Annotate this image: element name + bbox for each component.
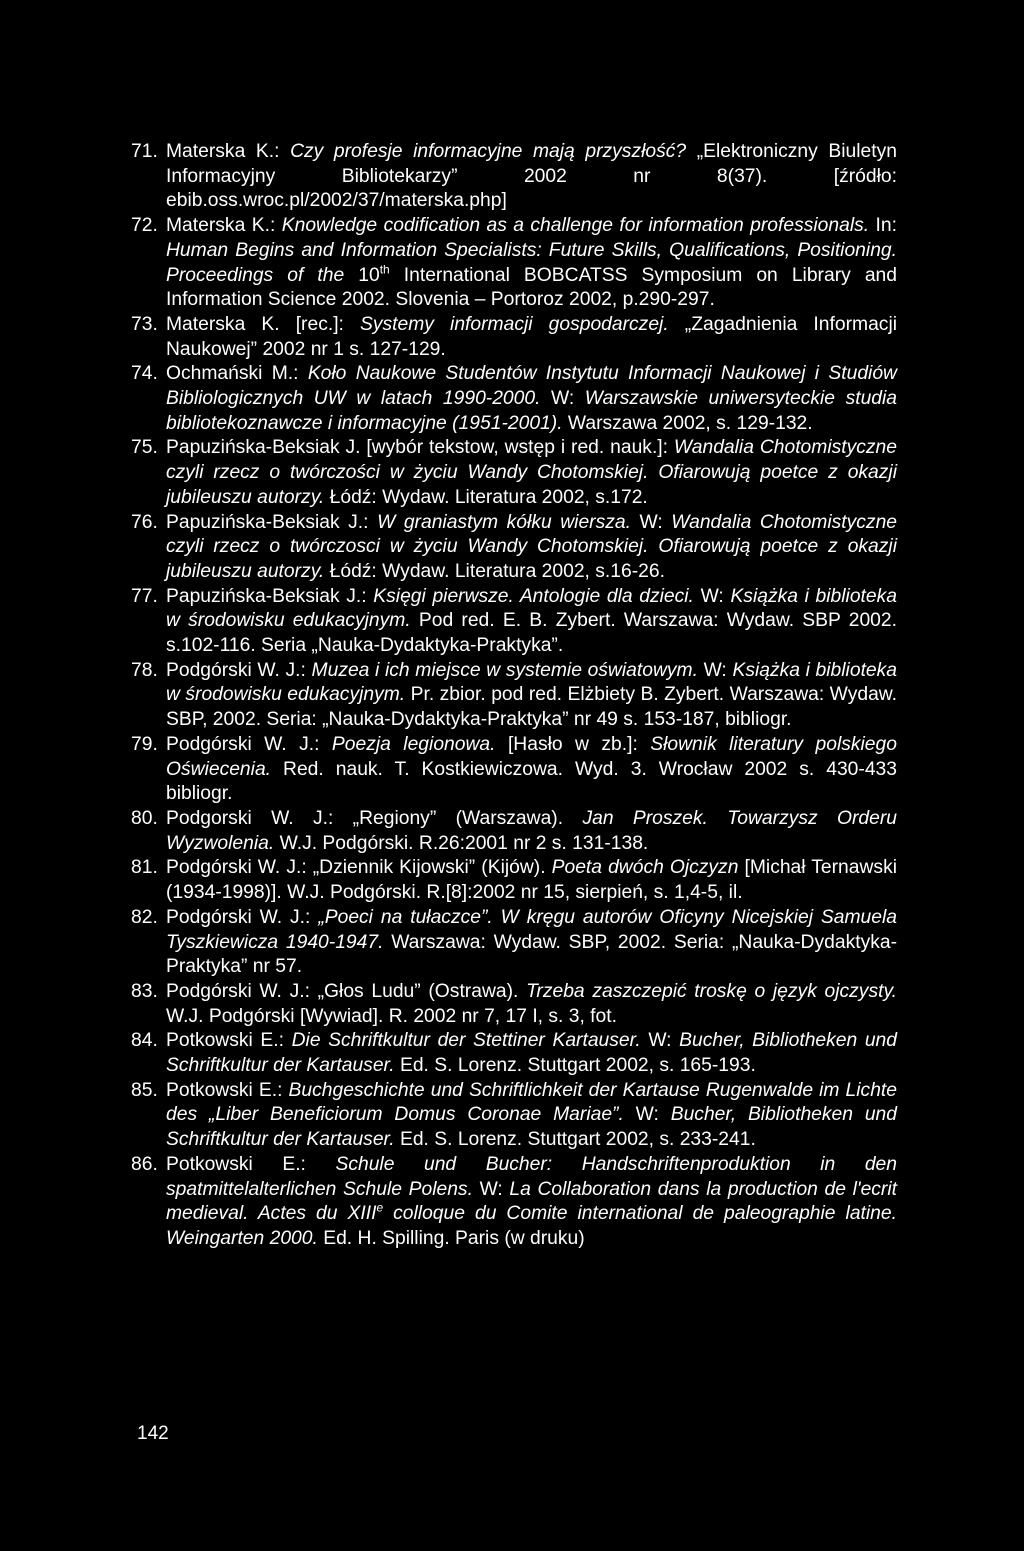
citation-text: W: [540,388,585,410]
citation-text: Potkowski E.: [166,1030,292,1052]
italic-title-text: Poezja legionowa. [331,733,496,755]
entry-number: 83. [131,980,158,1002]
citation-text: W: [630,511,672,533]
italic-title-text: colloque du Comite international de paleographie latine. Weingarten 2000. [166,1203,897,1249]
entry-number: 75. [131,437,158,459]
superscript-text: th [379,262,390,277]
citation-text: „Elektroniczny Biuletyn Informacyjny Bibliotekarzy” 2002 nr 8(37). [źródło: ebib.oss.wroc.pl/2002/37/materska.php] [166,141,897,212]
citation-text: Ed. S. Lorenz. Stuttgart 2002, s. 165-193. [394,1055,756,1077]
entry-number: 85. [131,1079,158,1101]
citation-text: Materska K.: [166,141,291,162]
citation-text: Podgórski W. J.: „Głos Ludu” (Ostrawa). [166,980,527,1002]
italic-title-text: Trzeba zaszczepić troskę o język ojczysty. [526,980,898,1002]
entry-number: 79. [131,733,158,755]
citation-text: Materska K.: [166,215,282,237]
entry-number: 76. [131,511,158,533]
italic-title-text: Wandalia Chotomistyczne czyli rzecz o twórczosci w życiu Wandy Chotomskiej. Ofiarowują poetce z okazji jubileuszu autorzy. [166,511,898,582]
citation-text: W.J. Podgórski [Wywiad]. R. 2002 nr 7, 17 I, s. 3, fot. [166,1005,617,1027]
italic-title-text: Książka i biblioteka w środowisku edukacyjnym. [166,585,898,632]
bibliography-entry [131,906,897,980]
italic-title-text: Książka i biblioteka w środowisku edukacyjnym. [166,659,898,706]
italic-title-text: Księgi pierwsze. Antologie dla dzieci. [373,585,694,607]
entry-number: 81. [131,857,158,879]
italic-title-text: Wandalia Chotomistyczne czyli rzecz o twórczości w życiu Wandy Chotomskiej. Ofiarowują poetce z okazji jubileuszu autorzy. [166,437,897,508]
citation-text: Potkowski E.: [166,1079,289,1101]
entry-number: 77. [131,585,158,607]
entry-number: 72. [131,215,158,237]
bibliography-entry [131,140,897,214]
entry-number: 78. [131,659,158,681]
bibliography-entry [131,313,897,362]
page-number: 142 [137,1423,169,1444]
citation-text: Papuzińska-Beksiak J. [wybór tekstow, wstęp i red. nauk.]: [166,437,674,459]
bibliography-list [131,140,897,1252]
citation-text: Warszawa 2002, s. 129-132. [562,412,813,434]
citation-text: Podgórski W. J.: „Dziennik Kijowski” (Kijów). [166,857,552,879]
entry-number: 86. [131,1153,158,1175]
citation-text: Podgórski W. J.: [166,906,319,928]
bibliography-entry [131,362,897,436]
italic-title-text: Poeta dwóch Ojczyzn [551,857,739,879]
italic-title-text: Bucher, Bibliotheken und Schriftkultur der Kartauser. [166,1030,898,1077]
italic-title-text: W graniastym kółku wiersza. [377,511,631,533]
entry-number: 80. [131,807,158,829]
bibliography-entry [131,659,897,733]
bibliography-entry [131,511,897,585]
italic-title-text: Systemy informacji gospodarczej. [360,313,669,335]
italic-title-text: Słownik literatury polskiego Oświecenia. [166,733,897,780]
citation-text: Łódź: Wydaw. Literatura 2002, s.16-26. [324,560,665,582]
bibliography-entry [131,807,897,856]
citation-text: Podgórski W. J.: [166,659,312,681]
citation-text: Łódź: Wydaw. Literatura 2002, s.172. [324,486,648,508]
entry-number: 71. [131,141,158,162]
entry-number: 84. [131,1030,158,1052]
bibliography-entry [131,436,897,510]
citation-text: Papuzińska-Beksiak J.: [166,585,374,607]
citation-text: Pr. zbior. pod red. Elżbiety B. Zybert. Warszawa: Wydaw. SBP, 2002. Seria: „Nauka-Dydaktyka-Praktyka” nr 49 s. 153-187, bibliogr. [166,684,898,731]
citation-text: Podgorski W. J.: „Regiony” (Warszawa). [166,807,583,829]
citation-text: W: [623,1104,671,1126]
italic-title-text: Bucher, Bibliotheken und Schriftkultur der Kartauser. [166,1104,897,1151]
citation-text: Warszawa: Wydaw. SBP, 2002. Seria: „Nauka-Dydaktyka-Praktyka” nr 57. [166,931,897,978]
citation-text: International BOBCATSS Symposium on Library and Information Science 2002. Slovenia – Portoroz 2002, p.290-297. [166,264,897,311]
citation-text: W: [472,1178,510,1200]
entry-number: 73. [131,313,158,335]
entry-number: 82. [131,906,158,928]
italic-title-text: La Collaboration dans la production de l'ecrit medieval. Actes du XIII [166,1178,897,1225]
citation-text: Materska K. [rec.]: [166,313,361,335]
italic-title-text: Jan Proszek. Towarzysz Orderu Wyzwolenia. [166,807,897,854]
bibliography-entry [131,1079,897,1153]
italic-title-text: Muzea i ich miejsce w systemie oświatowym. [311,659,698,681]
citation-text: Potkowski E.: [166,1153,336,1175]
entry-number: 74. [131,363,158,385]
citation-text: [Hasło w zb.]: [495,733,651,755]
citation-text: W: [697,659,733,681]
citation-text: Pod red. E. B. Zybert. Warszawa: Wydaw. SBP 2002. s.102-116. Seria „Nauka-Dydaktyka-Praktyka”. [166,610,897,657]
italic-title-text: Czy profesje informacyjne mają przyszłość? [290,141,687,162]
citation-text: „Zagadnienia Informacji Naukowej” 2002 nr 1 s. 127-129. [166,313,898,360]
superscript-text: e [376,1200,384,1215]
italic-title-text: Knowledge codification as a challenge for information professionals. [281,215,876,237]
citation-text: Ochmański M.: [166,363,308,385]
citation-text: Red. nauk. T. Kostkiewiczowa. Wyd. 3. Wrocław 2002 s. 430-433 bibliogr. [166,758,897,805]
italic-title-text: Koło Naukowe Studentów Instytutu Informacji Naukowej i Studiów Bibliologicznych UW w latach 1990-2000. [166,363,897,410]
bibliography-entry [131,856,897,905]
bibliography-entry [131,214,897,313]
citation-text: Ed. H. Spilling. Paris (w druku) [317,1227,585,1249]
citation-text: 10 [358,264,380,286]
italic-title-text: Buchgeschichte und Schriftlichkeit der Kartause Rugenwalde im Lichte des „Liber Beneficiorum Domus Coronae Mariae”. [166,1079,897,1126]
italic-title-text: Schule und Bucher: Handschriftenproduktion in den spatmittelalterlichen Schule Polens. [166,1153,897,1200]
citation-text: W.J. Podgórski. R.26:2001 nr 2 s. 131-138. [274,832,649,854]
citation-text: W: [640,1030,680,1052]
bibliography-entry [131,585,897,659]
italic-title-text: Warszawskie uniwersyteckie studia bibliotekoznawcze i informacyjne (1951-2001). [166,388,898,434]
italic-title-text: Human Begins and Information Specialists: Future Skills, Qualifications, Positioning. Proceedings of the [166,239,897,286]
citation-text: In: [875,215,897,237]
citation-text: Ed. S. Lorenz. Stuttgart 2002, s. 233-241. [394,1129,756,1151]
citation-text: W: [693,585,731,607]
bibliography-entry [131,1029,897,1078]
bibliography-entry [131,1153,897,1252]
italic-title-text: Die Schriftkultur der Stettiner Kartauser. [291,1030,641,1052]
italic-title-text: „Poeci na tułaczce”. W kręgu autorów Oficyny Nicejskiej Samuela Tyszkiewicza 1940-1947. [166,906,897,953]
citation-text: Podgórski W. J.: [166,733,332,755]
bibliography-entry [131,733,897,807]
citation-text: [Michał Ternawski (1934-1998)]. W.J. Podgórski. R.[8]:2002 nr 15, sierpień, s. 1,4-5, il. [166,857,897,904]
citation-text: Papuzińska-Beksiak J.: [166,511,378,533]
bibliography-entry [131,980,897,1029]
